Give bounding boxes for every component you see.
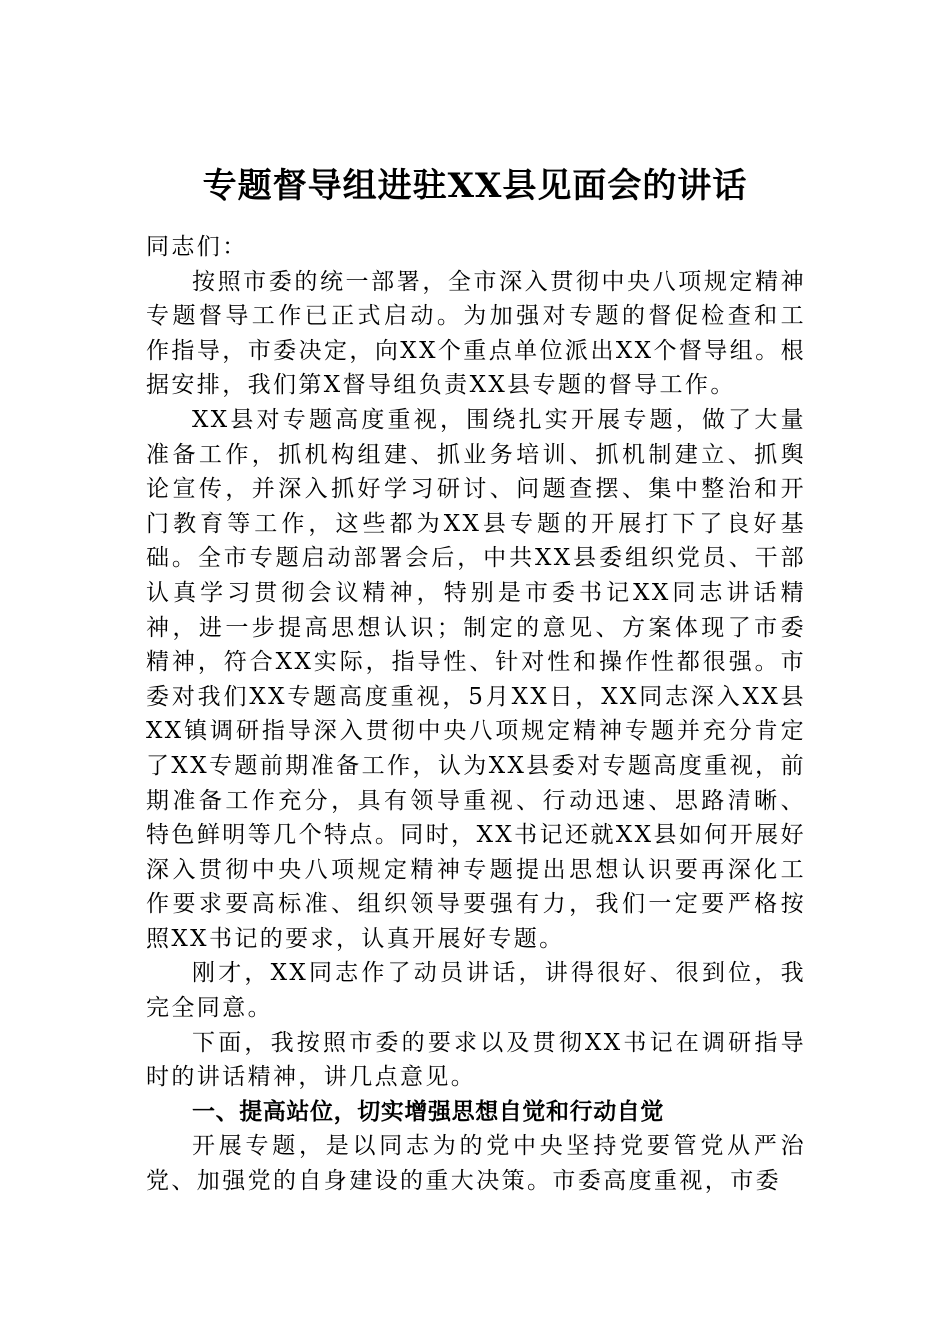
salutation: 同志们： xyxy=(146,234,248,260)
paragraph-5: 开展专题，是以同志为的党中央坚持党要管党从严治党、加强党的自身建设的重大决策。市委高度重视，市委 xyxy=(146,1133,806,1195)
paragraph-4: 下面，我按照市委的要求以及贯彻XX书记在调研指导时的讲话精神，讲几点意见。 xyxy=(146,1029,806,1091)
document-title: 专题督导组进驻XX县见面会的讲话 xyxy=(202,166,748,206)
paragraph-3: 刚才，XX同志作了动员讲话，讲得很好、很到位，我完全同意。 xyxy=(146,960,806,1022)
paragraph-1: 按照市委的统一部署，全市深入贯彻中央八项规定精神专题督导工作已正式启动。为加强对专题的督促检查和工作指导，市委决定，向XX个重点单位派出XX个督导组。根据安排，我们第X督导组负责XX县专题的督导工作。 xyxy=(146,268,806,399)
paragraph-2: XX县对专题高度重视，围绕扎实开展专题，做了大量准备工作，抓机构组建、抓业务培训、抓机制建立、抓舆论宣传，并深入抓好学习研讨、问题查摆、集中整治和开门教育等工作，这些都为XX县专题的开展打下了良好基础。全市专题启动部署会后，中共XX县委组织党员、干部认真学习贯彻会议精神，特别是市委书记XX同志讲话精神，进一步提高思想认识；制定的意见、方案体现了市委精神，符合XX实际，指导性、针对性和操作性都很强。市委对我们XX专题高度重视，5月XX日，XX同志深入XX县XX镇调研指导深入贯彻中央八项规定精神专题并充分肯定了XX专题前期准备工作，认为XX县委对专题高度重视，前期准备工作充分，具有领导重视、行动迅速、思路清晰、特色鲜明等几个特点。同时，XX书记还就XX县如何开展好深入贯彻中央八项规定精神专题提出思想认识要再深化工作要求要高标准、组织领导要强有力，我们一定要严格按照XX书记的要求，认真开展好专题。 xyxy=(146,406,806,952)
document-body xyxy=(146,230,806,1199)
section-heading-1: 一、提高站位，切实增强思想自觉和行动自觉 xyxy=(192,1097,664,1125)
